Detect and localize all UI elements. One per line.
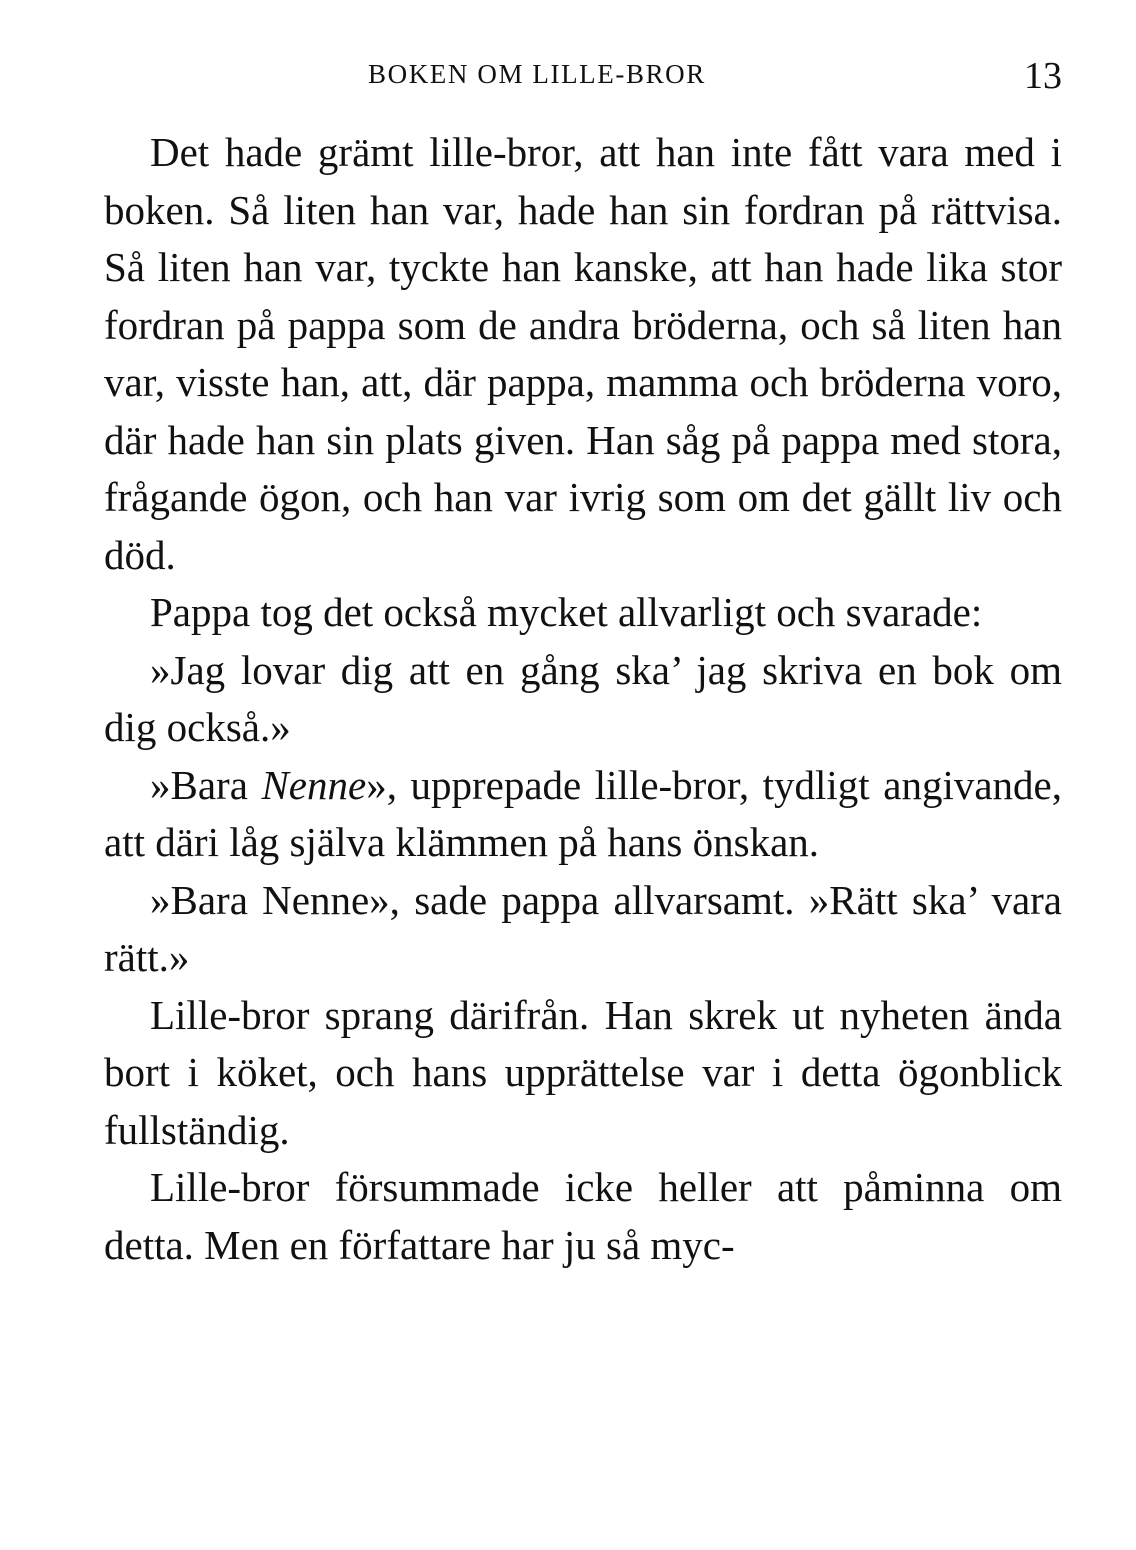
- paragraph: Lille-bror försummade icke heller att påminna om detta. Men en författare har ju så myc-: [104, 1164, 1062, 1268]
- italic-name: Nenne: [261, 761, 367, 808]
- paragraph-text: »Bara: [150, 761, 262, 808]
- page-body: [104, 124, 1062, 1274]
- paragraph: [104, 757, 1062, 872]
- paragraph: Det hade grämt lille-bror, att han inte fått vara med i boken. Så liten han var, hade han sin fordran på rättvisa. Så liten han var, tyckte han kanske, att han hade lika stor fordran på pappa som de andra bröderna, och så liten han var, visste han, att, där pappa, mamma och bröderna voro, där hade han sin plats given. Han såg på pappa med stora, frågande ögon, och han var ivrig som om det gällt liv och död.: [104, 129, 1062, 578]
- running-title: BOKEN OM LILLE-BROR: [368, 59, 706, 89]
- paragraph: Pappa tog det också mycket allvarligt och svarade:: [150, 589, 983, 635]
- page-number: 13: [1024, 55, 1062, 97]
- paragraph: »Bara Nenne», sade pappa allvarsamt. »Rätt ska’ vara rätt.»: [104, 876, 1062, 980]
- paragraph-text: », upprepade lille-bror, tydligt angivande, att däri låg själva klämmen på hans önskan.: [104, 761, 1062, 865]
- running-header: [104, 54, 1062, 97]
- paragraph: »Jag lovar dig att en gång ska’ jag skriva en bok om dig också.»: [104, 646, 1062, 750]
- paragraph: Lille-bror sprang därifrån. Han skrek ut nyheten ända bort i köket, och hans upprättelse var i detta ögonblick fullständig.: [104, 991, 1062, 1153]
